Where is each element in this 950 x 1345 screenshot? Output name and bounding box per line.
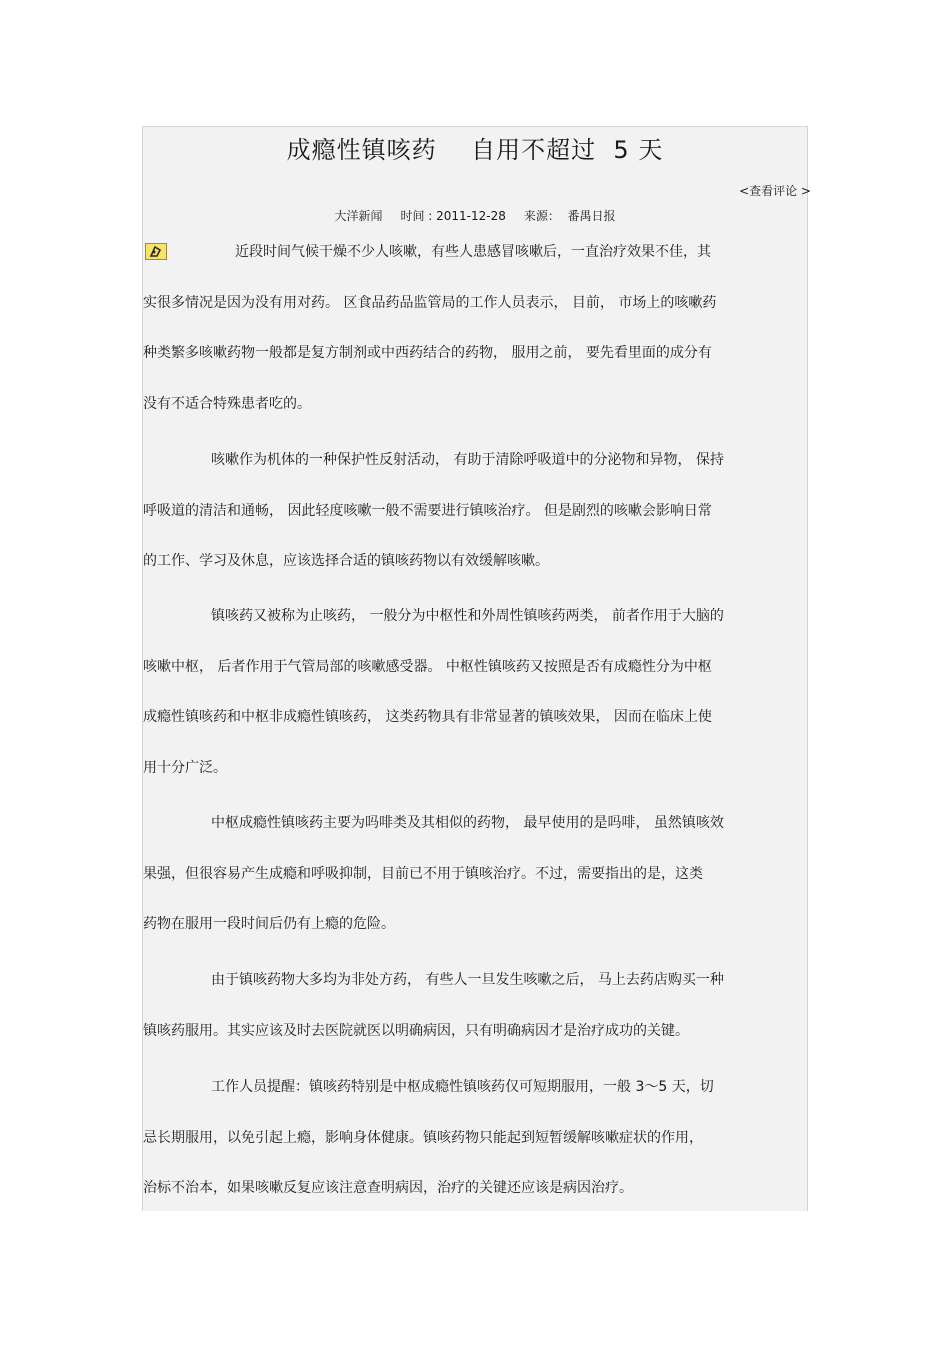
paragraph-line: 用十分广泛。: [143, 759, 227, 776]
paragraph-line: 的工作、学习及休息，应该选择合适的镇咳药物以有效缓解咳嗽。: [143, 553, 549, 569]
article-meta: [143, 207, 807, 224]
paragraph-line: 呼吸道的清洁和通畅， 因此轻度咳嗽一般不需要进行镇咳治疗。 但是剧烈的咳嗽会影响日常: [143, 502, 712, 519]
paragraph-line: 忌长期服用，以免引起上瘾，影响身体健康。镇咳药物只能起到短暂缓解咳嗽症状的作用，: [143, 1129, 703, 1146]
paragraph-line: 咳嗽作为机体的一种保护性反射活动， 有助于清除呼吸道中的分泌物和异物， 保持: [211, 452, 724, 468]
meta-source-site: 大洋新闻: [334, 209, 383, 223]
paragraph-line: 药物在服用一段时间后仍有上瘾的危险。: [143, 916, 395, 932]
paragraph-line: 实很多情况是因为没有用对药。 区食品药品监管局的工作人员表示， 目前， 市场上的咳嗽药: [143, 294, 717, 311]
article-title: 成瘾性镇咳药 自用不超过 5 天: [286, 136, 664, 164]
paragraph-line: 工作人员提醒：镇咳药特别是中枢成瘾性镇咳药仅可短期服用，一般 3～5 天，切: [211, 1079, 714, 1095]
paragraph-line: 镇咳药又被称为止咳药， 一般分为中枢性和外周性镇咳药两类， 前者作用于大脑的: [211, 608, 724, 624]
article-panel: [142, 126, 811, 1211]
paragraph-line: 中枢成瘾性镇咳药主要为吗啡类及其相似的药物， 最早使用的是吗啡， 虽然镇咳效: [211, 815, 724, 831]
paragraph-line: 咳嗽中枢， 后者作用于气管局部的咳嗽感受器。 中枢性镇咳药又按照是否有成瘾性分为中枢: [143, 658, 712, 675]
paragraph-line: 种类繁多咳嗽药物一般都是复方制剂或中西药结合的药物， 服用之前， 要先看里面的成分有: [143, 345, 712, 361]
paragraph-line: 成瘾性镇咳药和中枢非成瘾性镇咳药， 这类药物具有非常显著的镇咳效果， 因而在临床上使: [143, 709, 712, 725]
paragraph-line: 由于镇咳药物大多均为非处方药， 有些人一旦发生咳嗽之后， 马上去药店购买一种: [211, 972, 724, 988]
paragraph-line: 果强，但很容易产生成瘾和呼吸抑制，目前已不用于镇咳治疗。不过，需要指出的是，这类: [143, 865, 703, 882]
paragraph-line: 没有不适合特殊患者吃的。: [143, 395, 311, 412]
view-comments-link[interactable]: <查看评论 >: [739, 184, 811, 198]
meta-from: 来源： 番禺日报: [523, 209, 616, 223]
paragraph-line: 镇咳药服用。其实应该及时去医院就医以明确病因，只有明确病因才是治疗成功的关键。: [143, 1022, 689, 1039]
broken-image-icon: [145, 243, 167, 260]
meta-time: 时间 : 2011-12-28: [400, 209, 506, 223]
paragraph-line: 近段时间气候干燥不少人咳嗽，有些人患感冒咳嗽后，一直治疗效果不佳，其: [235, 244, 711, 260]
paragraph-line: 治标不治本，如果咳嗽反复应该注意查明病因，治疗的关键还应该是病因治疗。: [143, 1180, 633, 1196]
